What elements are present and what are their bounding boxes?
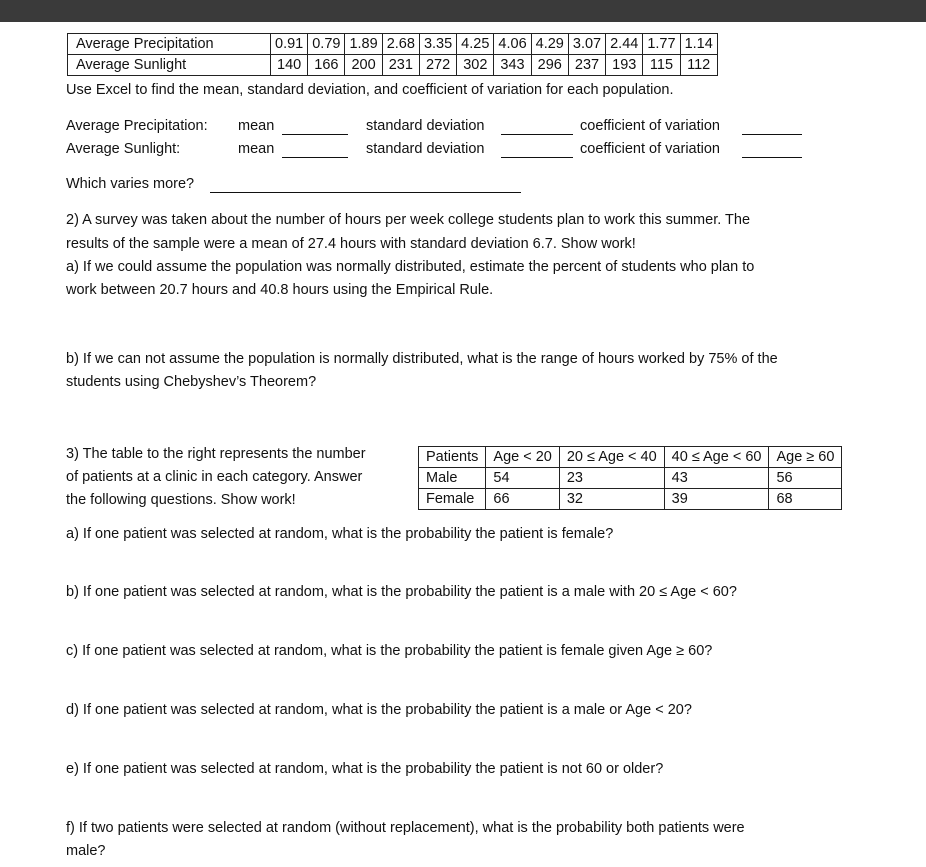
q2a-text-line: work between 20.7 hours and 40.8 hours using the Empirical Rule. (66, 282, 494, 298)
table-row (419, 468, 842, 489)
table-cell: 4.06 (494, 34, 531, 55)
table-cell: 0.91 (271, 34, 308, 55)
precip-mean-blank[interactable] (282, 120, 348, 135)
sunlight-sd-label: standard deviation (366, 141, 485, 157)
table-cell: 1.14 (680, 34, 717, 55)
precip-sd-label: standard deviation (366, 118, 485, 134)
q2-text-line: 2) A survey was taken about the number of hours per week college students plan to work this summer. The (66, 212, 751, 228)
varies-answer-blank[interactable] (210, 178, 521, 193)
q2-text-line: results of the sample were a mean of 27.4 hours with standard deviation 6.7. Show work! (66, 236, 636, 252)
table-cell: 166 (308, 55, 345, 76)
varies-question: Which varies more? (66, 176, 195, 192)
table-cell: 140 (271, 55, 308, 76)
q3-text-line: the following questions. Show work! (66, 492, 296, 508)
column-header: Age ≥ 60 (769, 447, 842, 468)
q3f-text-line: male? (66, 843, 106, 859)
table-cell: 43 (664, 468, 769, 489)
q3e-text: e) If one patient was selected at random, what is the probability the patient is not 60 or older? (66, 761, 664, 777)
table-cell: 343 (494, 55, 531, 76)
sunlight-sd-blank[interactable] (501, 143, 573, 158)
window-top-bar (0, 0, 926, 22)
patients-table (418, 446, 842, 510)
sunlight-cv-label: coefficient of variation (580, 141, 720, 157)
precip-row-label: Average Precipitation: (66, 118, 208, 134)
precip-cv-label: coefficient of variation (580, 118, 720, 134)
table-cell: 56 (769, 468, 842, 489)
q3f-text-line: f) If two patients were selected at random (without replacement), what is the probability both patients were (66, 820, 745, 836)
q3b-text: b) If one patient was selected at random, what is the probability the patient is a male with 20 ≤ Age < 60? (66, 584, 737, 600)
q2a-text-line: a) If we could assume the population was normally distributed, estimate the percent of students who plan to (66, 259, 755, 275)
sunlight-mean-label: mean (238, 141, 275, 157)
precip-cv-blank[interactable] (742, 120, 802, 135)
table-cell: 4.25 (457, 34, 494, 55)
table-cell: 54 (486, 468, 559, 489)
column-header: 40 ≤ Age < 60 (664, 447, 769, 468)
q3c-text: c) If one patient was selected at random, what is the probability the patient is female given Age ≥ 60? (66, 643, 713, 659)
q3d-text: d) If one patient was selected at random, what is the probability the patient is a male or Age < 20? (66, 702, 692, 718)
table-header-row (419, 447, 842, 468)
q3-text-line: of patients at a clinic in each category. Answer (66, 469, 363, 485)
column-header: Patients (419, 447, 486, 468)
row-label: Average Precipitation (68, 34, 271, 55)
table-cell: Female (419, 489, 486, 510)
column-header: 20 ≤ Age < 40 (559, 447, 664, 468)
table-row (68, 34, 718, 55)
table-cell: 1.89 (345, 34, 382, 55)
table-cell: 66 (486, 489, 559, 510)
column-header: Age < 20 (486, 447, 559, 468)
q2b-text-line: students using Chebyshev’s Theorem? (66, 374, 317, 390)
table-cell: 193 (606, 55, 643, 76)
table-cell: 1.77 (643, 34, 680, 55)
table-cell: 200 (345, 55, 382, 76)
sunlight-mean-blank[interactable] (282, 143, 348, 158)
excel-instruction: Use Excel to find the mean, standard deviation, and coefficient of variation for each population. (66, 82, 674, 98)
table-cell: 0.79 (308, 34, 345, 55)
table-cell: 296 (531, 55, 568, 76)
q3-text-line: 3) The table to the right represents the number (66, 446, 366, 462)
precip-mean-label: mean (238, 118, 275, 134)
table-cell: 2.44 (606, 34, 643, 55)
table-cell: 272 (419, 55, 456, 76)
table-row (419, 489, 842, 510)
climate-data-table (67, 33, 718, 76)
sunlight-cv-blank[interactable] (742, 143, 802, 158)
table-cell: 32 (559, 489, 664, 510)
table-cell: 3.35 (419, 34, 456, 55)
table-cell: 237 (568, 55, 605, 76)
table-cell: Male (419, 468, 486, 489)
table-row (68, 55, 718, 76)
table-cell: 23 (559, 468, 664, 489)
table-cell: 112 (680, 55, 717, 76)
q3a-text: a) If one patient was selected at random, what is the probability the patient is female? (66, 526, 614, 542)
table-cell: 115 (643, 55, 680, 76)
table-cell: 2.68 (382, 34, 419, 55)
sunlight-row-label: Average Sunlight: (66, 141, 181, 157)
table-cell: 68 (769, 489, 842, 510)
table-cell: 302 (457, 55, 494, 76)
table-cell: 4.29 (531, 34, 568, 55)
precip-sd-blank[interactable] (501, 120, 573, 135)
table-cell: 3.07 (568, 34, 605, 55)
row-label: Average Sunlight (68, 55, 271, 76)
table-cell: 231 (382, 55, 419, 76)
table-cell: 39 (664, 489, 769, 510)
q2b-text-line: b) If we can not assume the population is normally distributed, what is the range of hours worked by 75% of the (66, 351, 778, 367)
